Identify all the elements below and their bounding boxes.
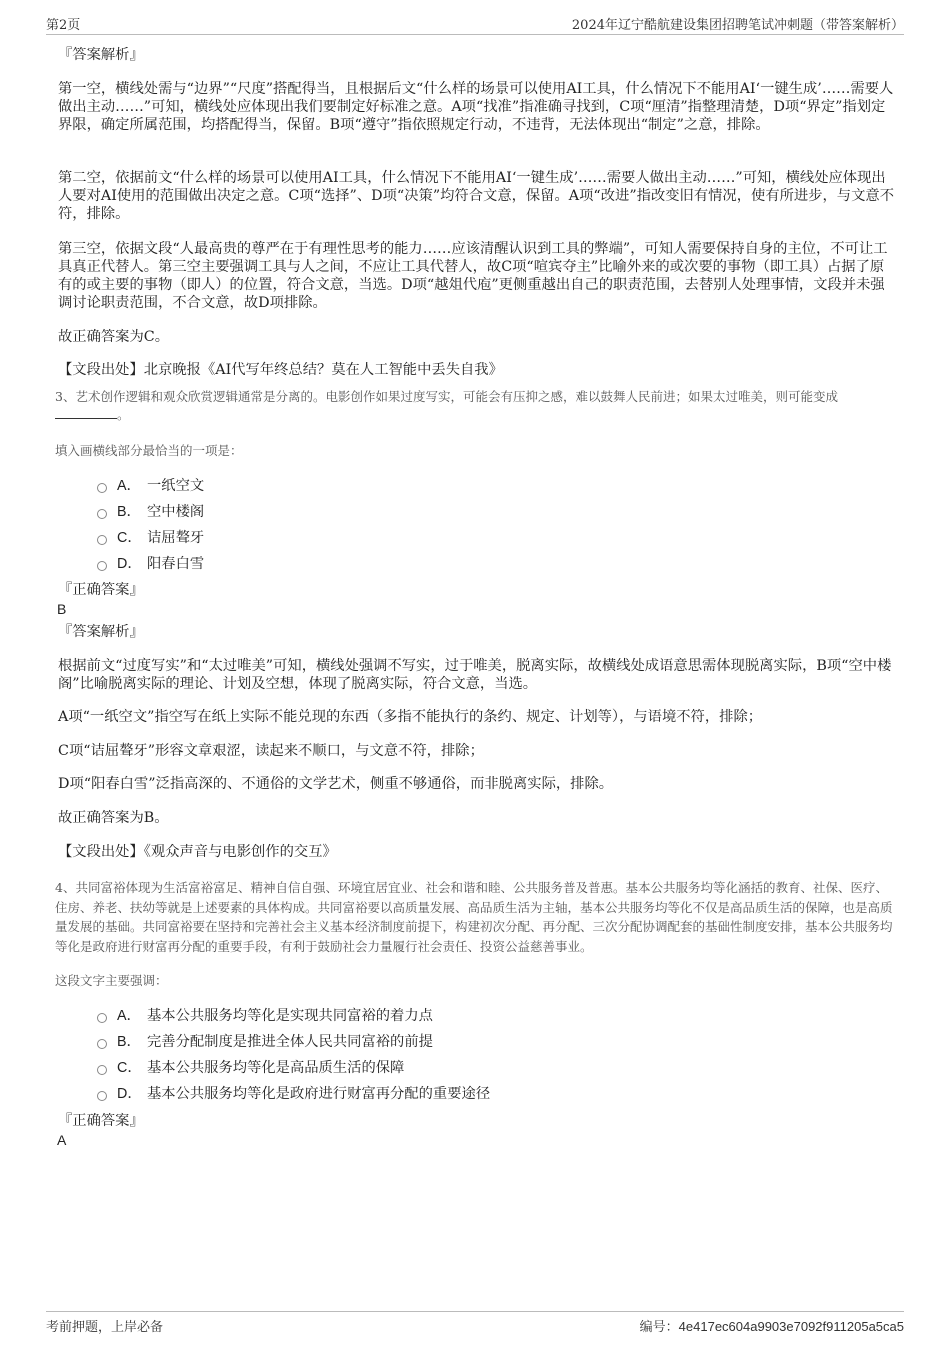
q4-prompt: 这段文字主要强调： (55, 973, 168, 988)
q3-answer-label: 『正确答案』 (58, 582, 144, 598)
q4-answer: A (57, 1132, 67, 1148)
footer-slogan: 考前押题，上岸必备 (46, 1320, 164, 1335)
q3-option-b[interactable]: B． 空中楼阁 (97, 503, 204, 521)
q3-analysis-paragraph: D项“阳春白雪”泛指高深的、不通俗的文学艺术，侧重不够通俗，而非脱离实际，排除。 (58, 776, 614, 792)
radio-icon[interactable] (97, 535, 107, 545)
q3-prompt: 填入画横线部分最恰当的一项是： (55, 443, 243, 458)
q2-analysis-paragraph: 第二空，依据前文“什么样的场景可以使用AI工具，什么情况下不能用AI‘一键生成’……需要人做出主动……”可知，横线处应体现出人要对AI使用的范围做出决定之意。C项“选择”、D项“决策”均符合文意，保留。A项“改进”指改变旧有情况，使有所进步，与文意不符，排除。 (58, 170, 894, 222)
q4-option-b[interactable]: B． 完善分配制度是推进全体人民共同富裕的前提 (97, 1033, 433, 1051)
q3-analysis-label: 『答案解析』 (58, 624, 144, 640)
q3-stem: 3、艺术创作逻辑和观众欣赏逻辑通常是分离的。电影创作如果过度写实，可能会有压抑之感，难以鼓舞人民前进；如果太过唯美，则可能变成。 (55, 389, 838, 422)
q2-source: 【文段出处】北京晚报《AI代写年终总结？莫在人工智能中丢失自我》 (58, 362, 503, 378)
answer-blank (55, 406, 117, 419)
radio-icon[interactable] (97, 1065, 107, 1075)
radio-icon[interactable] (97, 561, 107, 571)
q4-answer-label: 『正确答案』 (58, 1113, 144, 1129)
q3-option-c[interactable]: C． 诘屈聱牙 (97, 529, 204, 547)
page-number: 第2页 (46, 18, 81, 33)
radio-icon[interactable] (97, 483, 107, 493)
radio-icon[interactable] (97, 1091, 107, 1101)
page-footer (46, 1311, 904, 1336)
q3-analysis-paragraph: 根据前文“过度写实”和“太过唯美”可知，横线处强调不写实，过于唯美，脱离实际，故横线处成语意思需体现脱离实际，B项“空中楼阁”比喻脱离实际的理论、计划及空想，体现了脱离实际，符合文意，当选。 (58, 658, 892, 692)
q4-option-a[interactable]: A． 基本公共服务均等化是实现共同富裕的着力点 (97, 1007, 433, 1025)
q2-analysis-paragraph: 第一空，横线处需与“边界”“尺度”搭配得当，且根据后文“什么样的场景可以使用AI工具，什么情况下不能用AI‘一键生成’……需要人做出主动……”可知，横线处应体现出我们要制定好标准之意。A项“找准”指准确寻找到，C项“厘清”指整理清楚，D项“界定”指划定界限，确定所属范围，均搭配得当，保留。B项“遵守”指依照规定行动，不违背，无法体现出“制定”之意，排除。 (58, 81, 894, 133)
document-title: 2024年辽宁酷航建设集团招聘笔试冲刺题（带答案解析） (571, 18, 904, 33)
q3-option-a[interactable]: A． 一纸空文 (97, 477, 204, 495)
q2-analysis-paragraph: 第三空，依据文段“人最高贵的尊严在于有理性思考的能力……应该清醒认识到工具的弊端”，可知人需要保持自身的主位，不可让工具真正代替人。第三空主要强调工具与人之间，不应让工具代替人，故C项“喧宾夺主”比喻外来的或次要的事物（即工具）占据了原有的或主要的事物（即人）的位置，符合文意，当选。D项“越俎代庖”更侧重越出自己的职责范围，去替别人处理事情，文段并未强调讨论职责范围，不合文意，故D项排除。 (58, 241, 888, 311)
q3-source: 【文段出处】《观众声音与电影创作的交互》 (58, 844, 337, 860)
q3-analysis-paragraph: A项“一纸空文”指空写在纸上实际不能兑现的东西（多指不能执行的条约、规定、计划等），与语境不符，排除； (58, 709, 763, 725)
q3-answer: B (57, 601, 67, 617)
radio-icon[interactable] (97, 1039, 107, 1049)
q3-option-d[interactable]: D． 阳春白雪 (97, 555, 204, 573)
q2-analysis-label: 『答案解析』 (58, 47, 144, 63)
radio-icon[interactable] (97, 1013, 107, 1023)
q3-conclusion: 故正确答案为B。 (58, 810, 169, 826)
q4-option-c[interactable]: C． 基本公共服务均等化是高品质生活的保障 (97, 1059, 404, 1077)
q3-analysis-paragraph: C项“诘屈聱牙”形容文章艰涩，读起来不顺口，与文意不符，排除； (58, 743, 484, 759)
radio-icon[interactable] (97, 509, 107, 519)
document-code: 编号：4e417ec604a9903e7092f911205a5ca5 (639, 1319, 904, 1335)
q4-stem: 4、共同富裕体现为生活富裕富足、精神自信自强、环境宜居宜业、社会和谐和睦、公共服务普及普惠。基本公共服务均等化涵括的教育、社保、医疗、住房、养老、扶幼等就是上述要素的具体构成。共同富裕要以高质量发展、高品质生活为主轴，基本公共服务均等化不仅是高品质生活的保障，也是高质量发展的基础。共同富裕要在坚持和完善社会主义基本经济制度前提下，构建初次分配、再分配、三次分配协调配套的基础性制度安排，基本公共服务均等化是政府进行财富再分配的重要手段，有利于鼓励社会力量履行社会责任、投资公益慈善事业。 (55, 880, 893, 954)
page-header (46, 14, 904, 35)
q2-conclusion: 故正确答案为C。 (58, 329, 170, 345)
q4-option-d[interactable]: D． 基本公共服务均等化是政府进行财富再分配的重要途径 (97, 1085, 490, 1103)
